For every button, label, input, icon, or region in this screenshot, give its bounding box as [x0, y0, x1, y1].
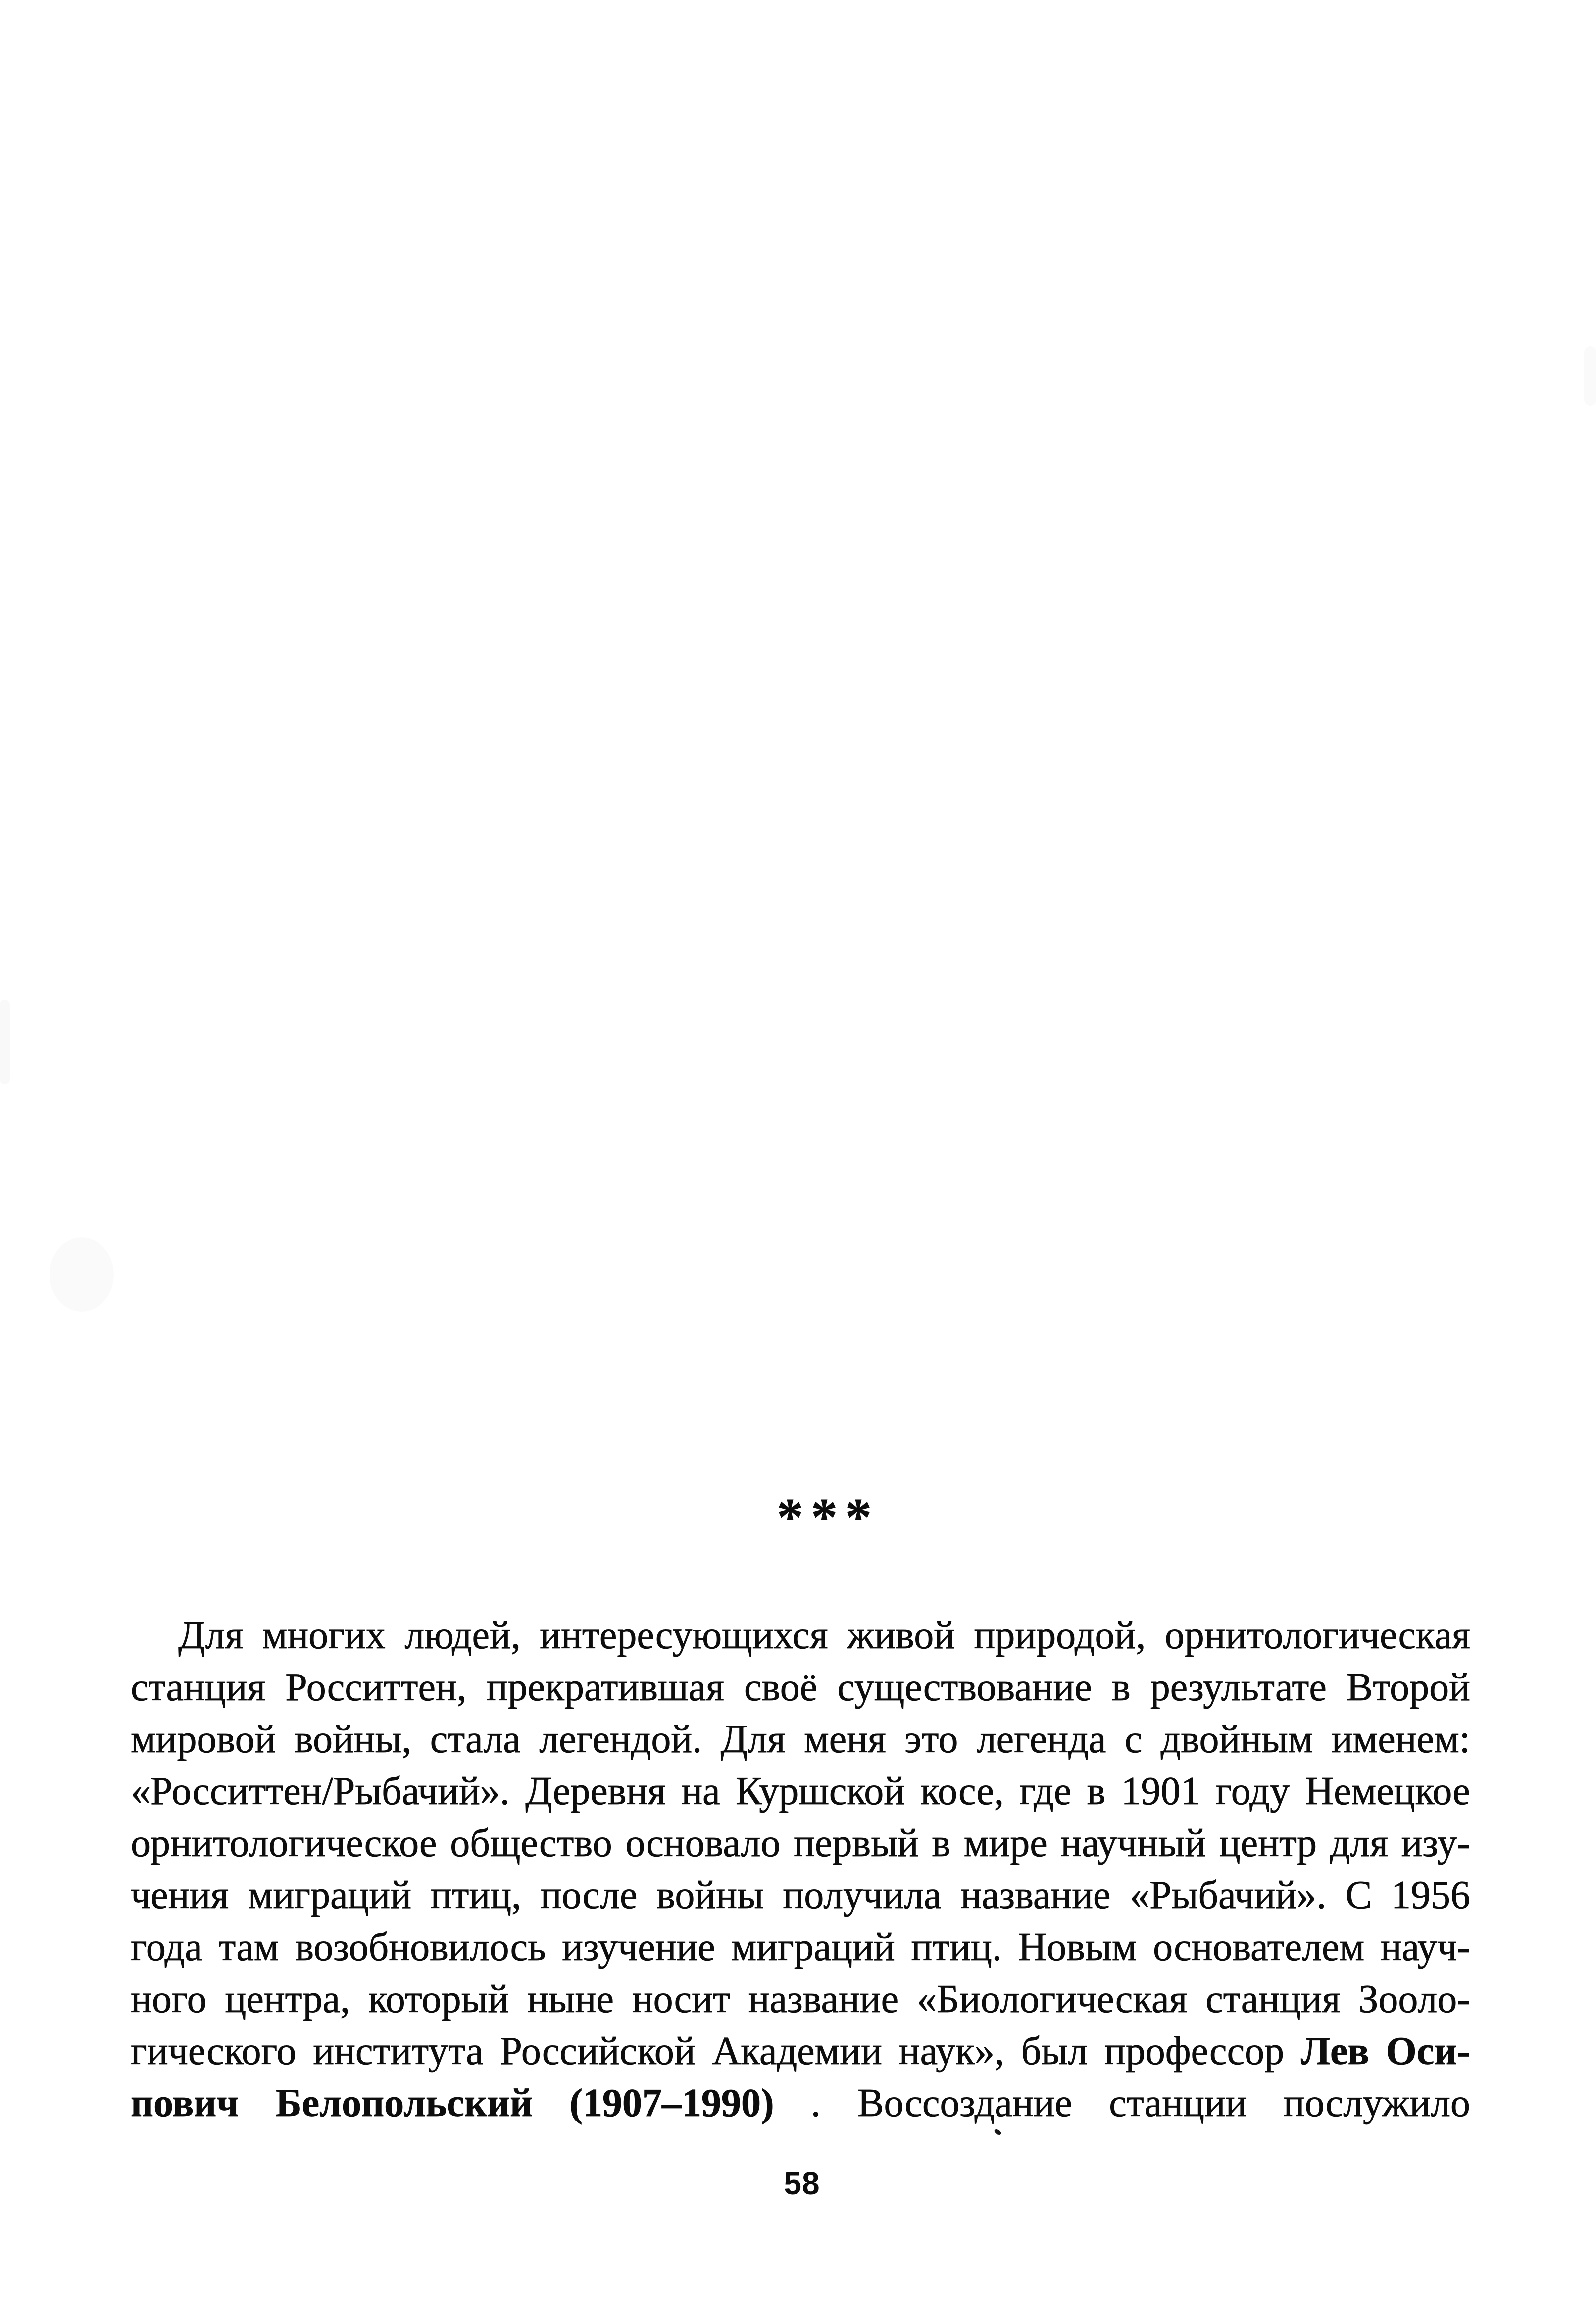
word: ного [131, 1977, 207, 2021]
word: войны, [294, 1718, 412, 1761]
ink-speck [994, 2128, 1002, 2136]
word: получила [783, 1874, 942, 1917]
word: носит [632, 1977, 730, 2021]
text-line [131, 2077, 1470, 2129]
text-line [131, 1870, 1470, 1922]
word: основало [625, 1822, 781, 1865]
section-separator: * * * [777, 1488, 872, 1547]
word: легендой. [539, 1718, 702, 1761]
word: двойным [1160, 1718, 1313, 1761]
word: в [932, 1822, 951, 1865]
word: результате [1150, 1666, 1327, 1709]
word: это [904, 1718, 958, 1761]
word: основателем [1153, 1925, 1365, 1969]
word: станция [1205, 1977, 1341, 2021]
word: 1901 [1121, 1770, 1200, 1813]
word: после [540, 1874, 638, 1917]
word: центра, [225, 1977, 350, 2021]
text-line [131, 1973, 1470, 2025]
word: легенда [976, 1718, 1106, 1761]
word: пович [131, 2081, 239, 2125]
word: гического [131, 2029, 297, 2073]
word: мире [963, 1822, 1047, 1865]
word: название [960, 1874, 1111, 1917]
word: Для [720, 1718, 786, 1761]
word: станция [131, 1666, 266, 1709]
word: на [681, 1770, 720, 1813]
word: общество [450, 1822, 612, 1865]
word: название [748, 1977, 899, 2021]
word: году [1215, 1770, 1290, 1813]
word: первый [794, 1822, 919, 1865]
word: Российской [500, 2029, 696, 2073]
body-paragraph [131, 1610, 1470, 2129]
word: птиц, [430, 1874, 522, 1917]
word: изучение [562, 1925, 715, 1969]
word: ныне [527, 1977, 614, 2021]
word: в [1087, 1770, 1106, 1813]
text-line [131, 2025, 1470, 2077]
text-line [131, 1714, 1470, 1766]
word: с [1124, 1718, 1143, 1761]
word: Куршской [735, 1770, 905, 1813]
word: института [313, 2029, 484, 2073]
word: Воссоздание [857, 2081, 1073, 2125]
page-number: 58 [784, 2166, 820, 2201]
word: который [368, 1977, 509, 2021]
word: (1907–1990) [569, 2081, 774, 2125]
word: года [131, 1925, 202, 1969]
text-line [131, 1818, 1470, 1870]
word: изу- [1401, 1822, 1470, 1865]
word: Деревня [525, 1770, 666, 1813]
word: миграций [248, 1874, 412, 1917]
word: косе, [920, 1770, 1004, 1813]
word: был [1021, 2029, 1088, 2073]
word: существование [837, 1666, 1092, 1709]
word: научный [1060, 1822, 1206, 1865]
word: «Рыбачий». [1130, 1874, 1327, 1917]
word: . [810, 2081, 821, 2125]
word: живой [847, 1614, 955, 1657]
word: мировой [131, 1718, 276, 1761]
word: возобновилось [295, 1925, 546, 1969]
word: там [218, 1925, 279, 1969]
word: войны [656, 1874, 764, 1917]
scan-smudge [0, 1000, 10, 1084]
word: Оси- [1386, 2029, 1470, 2073]
word: «Биологическая [916, 1977, 1188, 2021]
word: людей, [404, 1614, 521, 1657]
word: орнитологическая [1164, 1614, 1470, 1657]
word: профессор [1104, 2029, 1285, 2073]
word: для [1330, 1822, 1388, 1865]
word: Росситтен, [285, 1666, 467, 1709]
word: Новым [1018, 1925, 1137, 1969]
word: прекратившая [486, 1666, 724, 1709]
word: Белопольский [275, 2081, 533, 2125]
text-line [178, 1610, 1470, 1662]
word: Академии [712, 2029, 882, 2073]
word: Зооло- [1358, 1977, 1470, 2021]
scan-smudge [50, 1237, 114, 1312]
word: наук», [898, 2029, 1004, 2073]
word: своё [744, 1666, 818, 1709]
word: С [1345, 1874, 1372, 1917]
text-line [131, 1922, 1470, 1973]
word: Второй [1346, 1666, 1470, 1709]
word: многих [262, 1614, 386, 1657]
word: Немецкое [1305, 1770, 1470, 1813]
word: послужило [1283, 2081, 1470, 2125]
text-line [131, 1766, 1470, 1818]
word: 1956 [1391, 1874, 1470, 1917]
scan-smudge [1584, 346, 1596, 406]
word: миграций [731, 1925, 895, 1969]
word: именем: [1331, 1718, 1470, 1761]
word: «Росситтен/Рыбачий». [131, 1770, 510, 1813]
word: природой, [974, 1614, 1146, 1657]
word: стала [430, 1718, 521, 1761]
word: Для [178, 1614, 244, 1657]
word: центр [1219, 1822, 1317, 1865]
text-line [131, 1662, 1470, 1714]
word: в [1111, 1666, 1131, 1709]
word: орнитологическое [131, 1822, 437, 1865]
word: Лев [1300, 2029, 1369, 2073]
word: науч- [1380, 1925, 1470, 1969]
word: чения [131, 1874, 229, 1917]
word: интересующихся [540, 1614, 828, 1657]
word: где [1019, 1770, 1072, 1813]
word: станции [1109, 2081, 1247, 2125]
word: меня [804, 1718, 886, 1761]
word: птиц. [911, 1925, 1002, 1969]
